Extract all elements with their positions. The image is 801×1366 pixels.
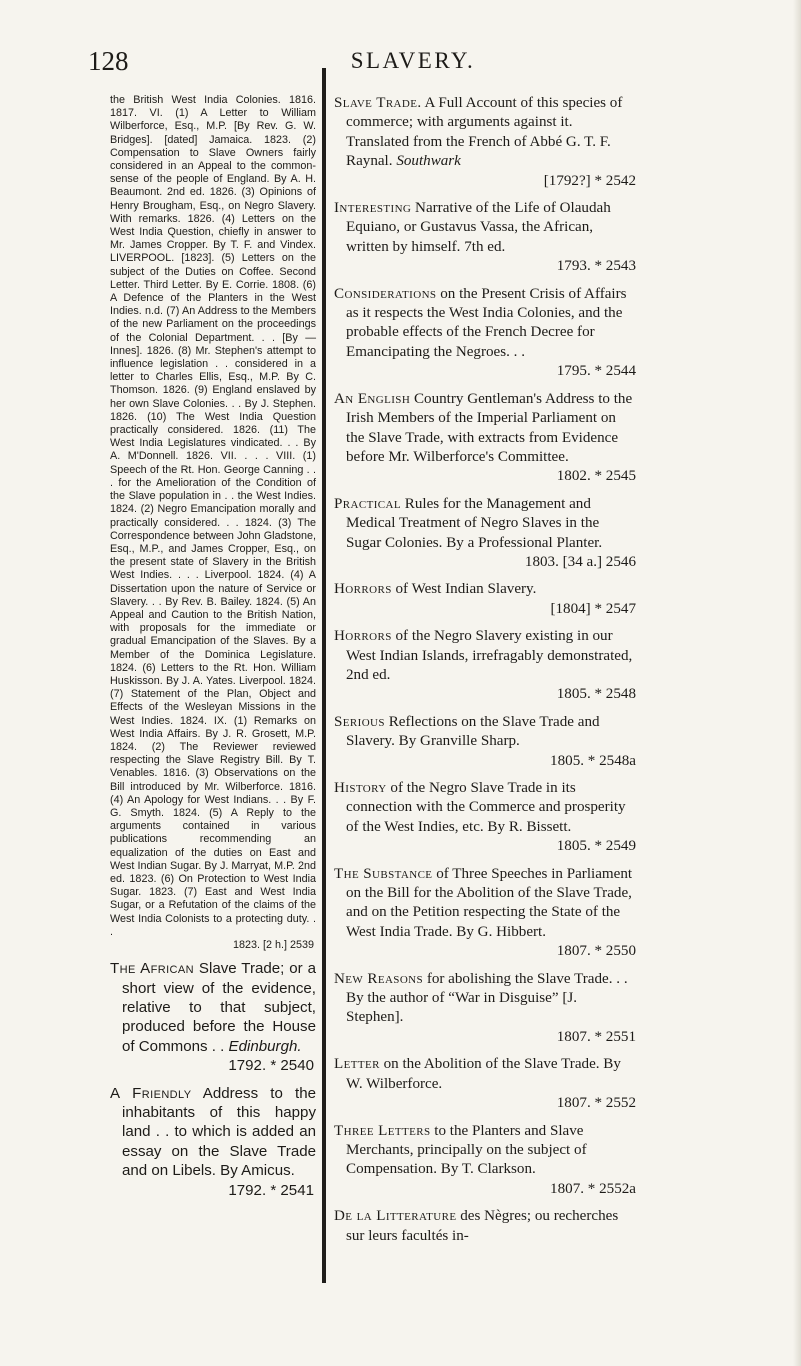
- entry-description: of the Negro Slavery existing in our West Indian Islands, irrefragably demonstrated, 2nd ed.: [346, 628, 633, 683]
- right-entries: [334, 94, 638, 1246]
- page-header: [88, 46, 738, 86]
- entry-reference: 1807. * 2550: [556, 943, 636, 960]
- entry-heading: Three Letters: [334, 1122, 431, 1139]
- catalog-entry: [334, 1055, 638, 1113]
- catalog-entry: [334, 713, 638, 771]
- entry-reference: 1803. [34 a.] 2546: [524, 553, 636, 570]
- entry-description: Address to the inhabitants of this happy land . . to which is added an essay on the Slave Trade and on Libels. By Amicus.: [122, 1084, 316, 1180]
- entry-heading: De la Litterature: [334, 1208, 457, 1225]
- entry-description: of Three Speeches in Parliament on the Bill for the Abolition of the Slave Trade, and on the Petition respecting the State of the West India Trade. By G. Hibbert.: [346, 865, 633, 940]
- column-divider: [322, 68, 326, 1283]
- entry-reference: 1792. * 2540: [228, 1057, 314, 1075]
- entry-heading: Serious: [334, 713, 385, 730]
- entry-reference: 1805. * 2548: [556, 686, 636, 703]
- continued-entry-reference: 1823. [2 h.] 2539: [232, 939, 314, 951]
- entry-description: on the Abolition of the Slave Trade. By W. Wilberforce.: [346, 1056, 621, 1092]
- entry-description: Reflections on the Slave Trade and Slavery. By Granville Sharp.: [346, 713, 600, 750]
- entry-heading: Horrors: [334, 628, 392, 645]
- entry-heading: New Reasons: [334, 970, 424, 987]
- catalog-entry: [334, 94, 638, 191]
- entry-reference: 1807. * 2552: [556, 1095, 636, 1112]
- entry-reference: 1795. * 2544: [556, 363, 636, 380]
- continued-entry-text: the British West India Colonies. 1816. 1817. VI. (1) A Letter to William Wilberforce, Esq., M.P. [By Rev. G. W. Bridges]. [dated] Jamaica. 1823. (2) Compensation to Slave Owners fairly considered in an Appeal to the common-sense of the people of England. By A. H. Beaumont. 2nd ed. 1826. (3) Opinions of Henry Brougham, Esq., on Negro Slavery. With remarks. 1826. (4) Letters on the West India Question, chiefly in answer to Mr. James Cropper. By T. F. and Vindex. LIVERPOOL. [1823]. (5) Letters on the subject of the Duties on Coffee. Second Letter. Third Letter. By E. Corrie. 1808. (6) A Defence of the Planters in the West Indies. n.d. (7) An Address to the Members of the new Parliament on the proceedings of the Colonial Department. . . [By — Innes]. 1826. (8) Mr. Stephen's attempt to influence legislation . . considered in a letter to Charles Ellis, Esq., M.P. By C. Thomson. 1826. (9) England enslaved by her own Slave Colonies. . . By J. Stephen. 1826. (10) The West India Question practically considered. 1826. (11) The West India Legislatures vindicated. . . By A. M'Donnell. 1826. VII. . . . VIII. (1) Speech of the Rt. Hon. George Canning . . . for the Amelioration of the Condition of the Slave population in . . the West Indies. 1824. (2) Negro Emancipation morally and practically considered. . . 1824. (3) The Correspondence between John Gladstone, Esq., M.P., and James Cropper, Esq., on the present state of Slavery in the British West Indies. . . . Liverpool. 1824. (4) A Dissertation upon the nature of Service or Slavery. . . By Rev. B. Bailey. 1824. (5) An Appeal and Caution to the British Nation, with proposals for the immediate or gradual Emancipation of the Slaves. By a Member of the Dominica Legislature. 1824. (6) Letters to the Rt. Hon. William Huskisson. By J. A. Yates. Liverpool. 1824. (7) Statement of the Plan, Object and Effects of the Wesleyan Missions in the West Indies. 1824. IX. (1) Remarks on West India Affairs. By J. R. Grosett, M.P. 1824. (2) The Reviewer reviewed respecting the Slave Registry Bill. By T. Venables. 1816. (3) Observations on the Bill introduced by Mr. Wilberforce. 1816. (4) An Apology for West Indians. . . By F. G. Smyth. 1824. (5) A Reply to the arguments contained in various publications recommending an equalization of the duties on East and West Indian Sugar. By J. Marryat, M.P. 2nd ed. 1823. (6) On Protection to West India Sugar. 1823. (7) East and West India Sugar, or a Refutation of the claims of the West India Colonists to a protecting duty. . .: [110, 94, 316, 938]
- entry-heading: Slave Trade.: [334, 95, 422, 111]
- continued-entry: [110, 94, 316, 952]
- entry-description: for abolishing the Slave Trade. . . By the author of “War in Disguise” [J. Stephen].: [346, 970, 628, 1026]
- page-number: 128: [88, 46, 129, 76]
- entry-heading: Considerations: [334, 285, 437, 302]
- entry-description: Slave Trade; or a short view of the evidence, relative to that subject, produced before the House of Commons . .: [122, 960, 316, 1055]
- right-column: [334, 94, 638, 1254]
- entry-reference: 1807. * 2552a: [550, 1180, 636, 1197]
- catalog-entry: [334, 865, 638, 962]
- catalog-entry: [334, 390, 638, 487]
- entry-place: Edinburgh.: [228, 1037, 302, 1055]
- running-head: SLAVERY.: [350, 48, 476, 73]
- catalog-entry: [334, 495, 638, 573]
- catalog-entry: [334, 580, 638, 619]
- entry-description: of West Indian Slavery.: [395, 581, 537, 598]
- catalog-entry: [334, 1122, 638, 1200]
- catalog-entry: [334, 970, 638, 1048]
- entry-reference: 1802. * 2545: [556, 468, 636, 485]
- catalog-entry: [110, 1084, 316, 1200]
- entry-reference: [1804] * 2547: [550, 600, 636, 617]
- entry-description: to the Planters and Slave Merchants, principally on the subject of Compensation. By T. Clarkson.: [346, 1122, 587, 1178]
- entry-reference: 1793. * 2543: [556, 258, 636, 275]
- entry-heading: An English: [334, 390, 411, 407]
- entry-heading: The African: [110, 960, 194, 978]
- entry-heading: History: [334, 780, 387, 796]
- left-entries: [110, 959, 316, 1200]
- entry-description: des Nègres; ou recherches sur leurs facultés in-: [346, 1208, 619, 1244]
- entry-heading: Interesting: [334, 200, 412, 217]
- entry-heading: The Substance: [334, 865, 433, 882]
- entry-reference: 1805. * 2548a: [550, 752, 636, 769]
- entry-description: of the Negro Slave Trade in its connection with the Commerce and prosperity of the West Indies, etc. By R. Bissett.: [346, 780, 626, 835]
- catalog-entry: [334, 1207, 638, 1246]
- entry-description: Country Gentleman's Address to the Irish Members of the Imperial Parliament on the Slave Trade, with extracts from Evidence before Mr. Wilberforce's Committee.: [346, 390, 633, 465]
- entry-heading: Horrors: [334, 581, 392, 598]
- entry-reference: [1792?] * 2542: [543, 172, 636, 189]
- catalog-entry: [334, 285, 638, 382]
- entry-heading: A Friendly: [110, 1084, 192, 1102]
- left-column: [110, 94, 316, 1208]
- entry-reference: 1807. * 2551: [556, 1028, 636, 1045]
- entry-description: on the Present Crisis of Affairs as it respects the West India Colonies, and the probable effects of the French Decree for Emancipating the Negroes. . .: [346, 285, 627, 360]
- catalog-entry: [334, 627, 638, 705]
- entry-reference: 1792. * 2541: [228, 1181, 314, 1199]
- scan-edge-shadow: [793, 0, 801, 1366]
- entry-description: A Full Account of this species of commerce; with arguments against it. Translated from the French of Abbé G. T. F. Raynal.: [346, 95, 623, 170]
- entry-place: Southwark: [396, 153, 461, 170]
- entry-description: Rules for the Management and Medical Treatment of Negro Slaves in the Sugar Colonies. By a Professional Planter.: [346, 495, 603, 551]
- entry-description: Narrative of the Life of Olaudah Equiano, or Gustavus Vassa, the African, written by himself. 7th ed.: [346, 200, 611, 255]
- catalog-entry: [334, 199, 638, 277]
- entry-reference: 1805. * 2549: [556, 838, 636, 855]
- entry-heading: Letter: [334, 1056, 380, 1073]
- catalog-entry: [334, 779, 638, 857]
- entry-heading: Practical: [334, 495, 401, 512]
- catalog-entry: [110, 959, 316, 1075]
